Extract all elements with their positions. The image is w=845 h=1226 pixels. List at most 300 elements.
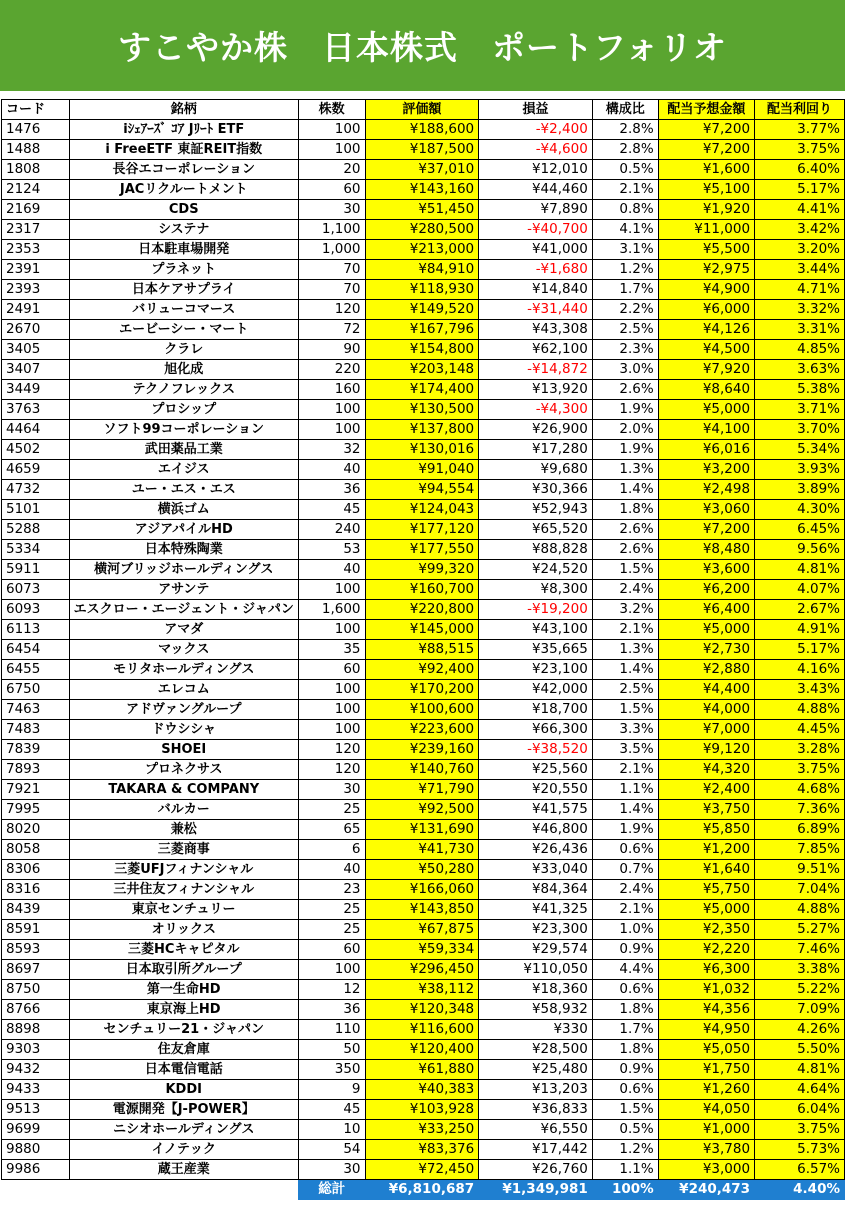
cell-ratio: 1.4% bbox=[592, 480, 658, 500]
cell-code: 7921 bbox=[2, 780, 70, 800]
cell-value: ¥203,148 bbox=[365, 360, 479, 380]
table-row bbox=[2, 560, 845, 580]
cell-shares: 25 bbox=[298, 800, 365, 820]
table-row bbox=[2, 880, 845, 900]
cell-yield: 3.93% bbox=[755, 460, 845, 480]
cell-code: 5334 bbox=[2, 540, 70, 560]
cell-ratio: 2.5% bbox=[592, 320, 658, 340]
cell-ratio: 1.5% bbox=[592, 560, 658, 580]
total-dividend: ¥240,473 bbox=[658, 1180, 754, 1200]
cell-yield: 6.57% bbox=[755, 1160, 845, 1180]
cell-ratio: 0.6% bbox=[592, 840, 658, 860]
cell-ratio: 1.4% bbox=[592, 660, 658, 680]
cell-dividend: ¥7,200 bbox=[658, 140, 754, 160]
table-row bbox=[2, 500, 845, 520]
cell-shares: 30 bbox=[298, 780, 365, 800]
cell-shares: 20 bbox=[298, 160, 365, 180]
cell-shares: 160 bbox=[298, 380, 365, 400]
cell-yield: 6.45% bbox=[755, 520, 845, 540]
header-value: 評価額 bbox=[365, 100, 479, 120]
cell-pnl: ¥12,010 bbox=[479, 160, 593, 180]
cell-shares: 32 bbox=[298, 440, 365, 460]
cell-code: 2491 bbox=[2, 300, 70, 320]
table-row bbox=[2, 1020, 845, 1040]
cell-code: 4659 bbox=[2, 460, 70, 480]
cell-dividend: ¥5,000 bbox=[658, 900, 754, 920]
cell-yield: 7.04% bbox=[755, 880, 845, 900]
cell-ratio: 2.2% bbox=[592, 300, 658, 320]
table-row bbox=[2, 440, 845, 460]
cell-pnl: ¥43,308 bbox=[479, 320, 593, 340]
table-body bbox=[2, 120, 845, 1180]
cell-code: 2317 bbox=[2, 220, 70, 240]
cell-yield: 9.56% bbox=[755, 540, 845, 560]
cell-shares: 1,600 bbox=[298, 600, 365, 620]
table-row bbox=[2, 300, 845, 320]
cell-dividend: ¥1,600 bbox=[658, 160, 754, 180]
cell-ratio: 2.1% bbox=[592, 760, 658, 780]
cell-value: ¥50,280 bbox=[365, 860, 479, 880]
cell-value: ¥61,880 bbox=[365, 1060, 479, 1080]
table-row bbox=[2, 260, 845, 280]
cell-dividend: ¥3,200 bbox=[658, 460, 754, 480]
cell-name: iｼｪｱｰｽﾞ ｺｱ Jﾘｰﾄ ETF bbox=[69, 120, 298, 140]
cell-yield: 5.17% bbox=[755, 640, 845, 660]
cell-shares: 6 bbox=[298, 840, 365, 860]
cell-dividend: ¥3,060 bbox=[658, 500, 754, 520]
cell-yield: 3.42% bbox=[755, 220, 845, 240]
cell-shares: 70 bbox=[298, 280, 365, 300]
cell-shares: 36 bbox=[298, 480, 365, 500]
cell-ratio: 0.9% bbox=[592, 940, 658, 960]
cell-shares: 60 bbox=[298, 940, 365, 960]
table-row bbox=[2, 780, 845, 800]
cell-dividend: ¥5,750 bbox=[658, 880, 754, 900]
cell-yield: 9.51% bbox=[755, 860, 845, 880]
cell-pnl: ¥41,575 bbox=[479, 800, 593, 820]
cell-code: 6073 bbox=[2, 580, 70, 600]
cell-pnl: -¥19,200 bbox=[479, 600, 593, 620]
cell-dividend: ¥1,260 bbox=[658, 1080, 754, 1100]
cell-value: ¥143,160 bbox=[365, 180, 479, 200]
table-row bbox=[2, 520, 845, 540]
cell-name: 日本ケアサプライ bbox=[69, 280, 298, 300]
table-row bbox=[2, 1120, 845, 1140]
title-banner bbox=[0, 0, 845, 91]
cell-code: 5911 bbox=[2, 560, 70, 580]
cell-name: エスクロー・エージェント・ジャパン bbox=[69, 600, 298, 620]
cell-yield: 5.73% bbox=[755, 1140, 845, 1160]
cell-yield: 4.26% bbox=[755, 1020, 845, 1040]
header-dividend: 配当予想金額 bbox=[658, 100, 754, 120]
cell-code: 7463 bbox=[2, 700, 70, 720]
table-row bbox=[2, 840, 845, 860]
cell-name: モリタホールディングス bbox=[69, 660, 298, 680]
table-row bbox=[2, 660, 845, 680]
cell-ratio: 1.1% bbox=[592, 1160, 658, 1180]
cell-pnl: ¥25,480 bbox=[479, 1060, 593, 1080]
cell-dividend: ¥7,200 bbox=[658, 520, 754, 540]
cell-yield: 4.91% bbox=[755, 620, 845, 640]
cell-value: ¥143,850 bbox=[365, 900, 479, 920]
cell-shares: 65 bbox=[298, 820, 365, 840]
cell-ratio: 1.5% bbox=[592, 1100, 658, 1120]
cell-pnl: ¥23,100 bbox=[479, 660, 593, 680]
cell-shares: 240 bbox=[298, 520, 365, 540]
cell-dividend: ¥1,200 bbox=[658, 840, 754, 860]
cell-yield: 3.75% bbox=[755, 1120, 845, 1140]
cell-ratio: 0.5% bbox=[592, 160, 658, 180]
cell-shares: 100 bbox=[298, 960, 365, 980]
cell-code: 2393 bbox=[2, 280, 70, 300]
header-name: 銘柄 bbox=[69, 100, 298, 120]
table-row bbox=[2, 140, 845, 160]
cell-yield: 3.75% bbox=[755, 140, 845, 160]
table-row bbox=[2, 320, 845, 340]
portfolio-table bbox=[1, 99, 845, 1200]
cell-pnl: ¥18,360 bbox=[479, 980, 593, 1000]
cell-yield: 5.50% bbox=[755, 1040, 845, 1060]
cell-shares: 50 bbox=[298, 1040, 365, 1060]
cell-code: 2353 bbox=[2, 240, 70, 260]
total-label: 総計 bbox=[298, 1180, 365, 1200]
cell-value: ¥140,760 bbox=[365, 760, 479, 780]
cell-value: ¥67,875 bbox=[365, 920, 479, 940]
cell-name: プロシップ bbox=[69, 400, 298, 420]
cell-dividend: ¥7,000 bbox=[658, 720, 754, 740]
cell-pnl: ¥66,300 bbox=[479, 720, 593, 740]
table-row bbox=[2, 420, 845, 440]
cell-name: 長谷エコーポレーション bbox=[69, 160, 298, 180]
cell-name: CDS bbox=[69, 200, 298, 220]
cell-name: 横浜ゴム bbox=[69, 500, 298, 520]
cell-dividend: ¥2,220 bbox=[658, 940, 754, 960]
cell-name: 三井住友フィナンシャル bbox=[69, 880, 298, 900]
cell-yield: 4.81% bbox=[755, 1060, 845, 1080]
cell-pnl: ¥23,300 bbox=[479, 920, 593, 940]
cell-dividend: ¥1,920 bbox=[658, 200, 754, 220]
cell-pnl: ¥62,100 bbox=[479, 340, 593, 360]
cell-ratio: 3.0% bbox=[592, 360, 658, 380]
cell-dividend: ¥5,100 bbox=[658, 180, 754, 200]
table-row bbox=[2, 860, 845, 880]
cell-ratio: 1.8% bbox=[592, 500, 658, 520]
table-row bbox=[2, 1000, 845, 1020]
cell-shares: 12 bbox=[298, 980, 365, 1000]
cell-ratio: 2.1% bbox=[592, 180, 658, 200]
cell-dividend: ¥6,300 bbox=[658, 960, 754, 980]
cell-value: ¥84,910 bbox=[365, 260, 479, 280]
cell-code: 3405 bbox=[2, 340, 70, 360]
cell-pnl: ¥6,550 bbox=[479, 1120, 593, 1140]
cell-shares: 60 bbox=[298, 180, 365, 200]
cell-yield: 4.41% bbox=[755, 200, 845, 220]
table-row bbox=[2, 640, 845, 660]
cell-value: ¥120,348 bbox=[365, 1000, 479, 1020]
cell-value: ¥239,160 bbox=[365, 740, 479, 760]
cell-value: ¥188,600 bbox=[365, 120, 479, 140]
cell-code: 2169 bbox=[2, 200, 70, 220]
cell-ratio: 1.1% bbox=[592, 780, 658, 800]
cell-name: 日本駐車場開発 bbox=[69, 240, 298, 260]
cell-yield: 3.75% bbox=[755, 760, 845, 780]
table-row bbox=[2, 720, 845, 740]
cell-pnl: ¥43,100 bbox=[479, 620, 593, 640]
cell-name: ドウシシャ bbox=[69, 720, 298, 740]
cell-value: ¥38,112 bbox=[365, 980, 479, 1000]
cell-yield: 6.40% bbox=[755, 160, 845, 180]
cell-code: 4464 bbox=[2, 420, 70, 440]
cell-value: ¥223,600 bbox=[365, 720, 479, 740]
cell-name: クラレ bbox=[69, 340, 298, 360]
cell-ratio: 1.3% bbox=[592, 640, 658, 660]
cell-pnl: ¥17,442 bbox=[479, 1140, 593, 1160]
table-row bbox=[2, 380, 845, 400]
cell-dividend: ¥6,000 bbox=[658, 300, 754, 320]
cell-yield: 4.88% bbox=[755, 700, 845, 720]
cell-name: システナ bbox=[69, 220, 298, 240]
cell-dividend: ¥11,000 bbox=[658, 220, 754, 240]
cell-pnl: ¥9,680 bbox=[479, 460, 593, 480]
cell-dividend: ¥2,730 bbox=[658, 640, 754, 660]
cell-pnl: ¥30,366 bbox=[479, 480, 593, 500]
cell-ratio: 3.3% bbox=[592, 720, 658, 740]
cell-code: 7839 bbox=[2, 740, 70, 760]
cell-code: 9433 bbox=[2, 1080, 70, 1100]
cell-shares: 90 bbox=[298, 340, 365, 360]
cell-value: ¥220,800 bbox=[365, 600, 479, 620]
cell-dividend: ¥2,880 bbox=[658, 660, 754, 680]
cell-shares: 1,100 bbox=[298, 220, 365, 240]
cell-ratio: 1.8% bbox=[592, 1040, 658, 1060]
table-row bbox=[2, 580, 845, 600]
cell-dividend: ¥4,400 bbox=[658, 680, 754, 700]
cell-shares: 100 bbox=[298, 420, 365, 440]
cell-ratio: 2.1% bbox=[592, 900, 658, 920]
cell-dividend: ¥6,200 bbox=[658, 580, 754, 600]
total-row bbox=[2, 1180, 845, 1200]
cell-code: 9699 bbox=[2, 1120, 70, 1140]
cell-dividend: ¥3,780 bbox=[658, 1140, 754, 1160]
cell-name: SHOEI bbox=[69, 740, 298, 760]
cell-pnl: ¥29,574 bbox=[479, 940, 593, 960]
cell-ratio: 2.6% bbox=[592, 540, 658, 560]
cell-ratio: 1.2% bbox=[592, 1140, 658, 1160]
cell-pnl: -¥4,600 bbox=[479, 140, 593, 160]
cell-value: ¥124,043 bbox=[365, 500, 479, 520]
cell-name: 日本電信電話 bbox=[69, 1060, 298, 1080]
cell-pnl: ¥24,520 bbox=[479, 560, 593, 580]
cell-yield: 7.36% bbox=[755, 800, 845, 820]
cell-value: ¥103,928 bbox=[365, 1100, 479, 1120]
cell-shares: 100 bbox=[298, 720, 365, 740]
cell-ratio: 3.1% bbox=[592, 240, 658, 260]
table-row bbox=[2, 980, 845, 1000]
table-row bbox=[2, 480, 845, 500]
cell-dividend: ¥9,120 bbox=[658, 740, 754, 760]
cell-value: ¥71,790 bbox=[365, 780, 479, 800]
cell-ratio: 2.4% bbox=[592, 880, 658, 900]
cell-value: ¥94,554 bbox=[365, 480, 479, 500]
cell-shares: 100 bbox=[298, 580, 365, 600]
cell-code: 5288 bbox=[2, 520, 70, 540]
table-row bbox=[2, 160, 845, 180]
cell-code: 1808 bbox=[2, 160, 70, 180]
cell-ratio: 0.9% bbox=[592, 1060, 658, 1080]
cell-pnl: ¥13,920 bbox=[479, 380, 593, 400]
cell-pnl: ¥17,280 bbox=[479, 440, 593, 460]
cell-ratio: 2.6% bbox=[592, 380, 658, 400]
cell-name: 東京センチュリー bbox=[69, 900, 298, 920]
cell-shares: 40 bbox=[298, 560, 365, 580]
cell-name: プロネクサス bbox=[69, 760, 298, 780]
cell-yield: 7.46% bbox=[755, 940, 845, 960]
cell-dividend: ¥3,750 bbox=[658, 800, 754, 820]
cell-value: ¥72,450 bbox=[365, 1160, 479, 1180]
cell-shares: 25 bbox=[298, 920, 365, 940]
cell-shares: 10 bbox=[298, 1120, 365, 1140]
cell-dividend: ¥4,950 bbox=[658, 1020, 754, 1040]
cell-code: 9986 bbox=[2, 1160, 70, 1180]
cell-ratio: 1.3% bbox=[592, 460, 658, 480]
cell-yield: 4.68% bbox=[755, 780, 845, 800]
cell-shares: 53 bbox=[298, 540, 365, 560]
cell-code: 2391 bbox=[2, 260, 70, 280]
cell-yield: 4.85% bbox=[755, 340, 845, 360]
cell-name: アドヴァングループ bbox=[69, 700, 298, 720]
cell-ratio: 1.9% bbox=[592, 440, 658, 460]
cell-pnl: ¥110,050 bbox=[479, 960, 593, 980]
cell-ratio: 2.8% bbox=[592, 140, 658, 160]
cell-value: ¥88,515 bbox=[365, 640, 479, 660]
cell-shares: 30 bbox=[298, 200, 365, 220]
cell-shares: 100 bbox=[298, 700, 365, 720]
cell-dividend: ¥1,032 bbox=[658, 980, 754, 1000]
table-row bbox=[2, 400, 845, 420]
cell-ratio: 0.7% bbox=[592, 860, 658, 880]
cell-shares: 220 bbox=[298, 360, 365, 380]
cell-code: 1488 bbox=[2, 140, 70, 160]
cell-pnl: ¥46,800 bbox=[479, 820, 593, 840]
total-pnl: ¥1,349,981 bbox=[479, 1180, 593, 1200]
cell-value: ¥131,690 bbox=[365, 820, 479, 840]
cell-value: ¥92,500 bbox=[365, 800, 479, 820]
cell-pnl: -¥1,680 bbox=[479, 260, 593, 280]
table-row bbox=[2, 120, 845, 140]
cell-value: ¥177,550 bbox=[365, 540, 479, 560]
total-value: ¥6,810,687 bbox=[365, 1180, 479, 1200]
cell-code: 2670 bbox=[2, 320, 70, 340]
cell-code: 9513 bbox=[2, 1100, 70, 1120]
cell-value: ¥167,796 bbox=[365, 320, 479, 340]
cell-dividend: ¥1,000 bbox=[658, 1120, 754, 1140]
cell-name: TAKARA & COMPANY bbox=[69, 780, 298, 800]
cell-name: 横河ブリッジホールディングス bbox=[69, 560, 298, 580]
cell-dividend: ¥3,000 bbox=[658, 1160, 754, 1180]
cell-pnl: ¥7,890 bbox=[479, 200, 593, 220]
cell-yield: 3.77% bbox=[755, 120, 845, 140]
table-row bbox=[2, 680, 845, 700]
cell-name: センチュリー21・ジャパン bbox=[69, 1020, 298, 1040]
cell-code: 3407 bbox=[2, 360, 70, 380]
cell-code: 8058 bbox=[2, 840, 70, 860]
cell-pnl: ¥36,833 bbox=[479, 1100, 593, 1120]
total-ratio: 100% bbox=[592, 1180, 658, 1200]
cell-ratio: 1.2% bbox=[592, 260, 658, 280]
table-row bbox=[2, 740, 845, 760]
cell-name: ユー・エス・エス bbox=[69, 480, 298, 500]
cell-yield: 5.27% bbox=[755, 920, 845, 940]
cell-yield: 4.71% bbox=[755, 280, 845, 300]
table-row bbox=[2, 200, 845, 220]
cell-dividend: ¥1,750 bbox=[658, 1060, 754, 1080]
cell-pnl: ¥41,000 bbox=[479, 240, 593, 260]
cell-shares: 100 bbox=[298, 120, 365, 140]
table-row bbox=[2, 180, 845, 200]
cell-name: アジアパイルHD bbox=[69, 520, 298, 540]
cell-dividend: ¥2,350 bbox=[658, 920, 754, 940]
table-row bbox=[2, 820, 845, 840]
cell-pnl: ¥26,900 bbox=[479, 420, 593, 440]
cell-value: ¥187,500 bbox=[365, 140, 479, 160]
cell-value: ¥100,600 bbox=[365, 700, 479, 720]
cell-code: 4502 bbox=[2, 440, 70, 460]
cell-value: ¥130,500 bbox=[365, 400, 479, 420]
total-blank bbox=[69, 1180, 298, 1200]
header-yield: 配当利回り bbox=[755, 100, 845, 120]
cell-pnl: ¥88,828 bbox=[479, 540, 593, 560]
cell-dividend: ¥4,320 bbox=[658, 760, 754, 780]
cell-value: ¥137,800 bbox=[365, 420, 479, 440]
cell-shares: 72 bbox=[298, 320, 365, 340]
cell-name: 三菱UFJフィナンシャル bbox=[69, 860, 298, 880]
cell-dividend: ¥7,920 bbox=[658, 360, 754, 380]
table-row bbox=[2, 700, 845, 720]
cell-name: 東京海上HD bbox=[69, 1000, 298, 1020]
cell-yield: 5.38% bbox=[755, 380, 845, 400]
cell-shares: 40 bbox=[298, 460, 365, 480]
cell-dividend: ¥4,356 bbox=[658, 1000, 754, 1020]
cell-shares: 1,000 bbox=[298, 240, 365, 260]
cell-code: 8439 bbox=[2, 900, 70, 920]
cell-pnl: ¥33,040 bbox=[479, 860, 593, 880]
cell-shares: 110 bbox=[298, 1020, 365, 1040]
table-row bbox=[2, 1060, 845, 1080]
cell-name: バリューコマース bbox=[69, 300, 298, 320]
cell-code: 8591 bbox=[2, 920, 70, 940]
cell-dividend: ¥5,500 bbox=[658, 240, 754, 260]
cell-dividend: ¥2,400 bbox=[658, 780, 754, 800]
cell-value: ¥33,250 bbox=[365, 1120, 479, 1140]
cell-yield: 3.71% bbox=[755, 400, 845, 420]
cell-pnl: ¥28,500 bbox=[479, 1040, 593, 1060]
cell-pnl: ¥20,550 bbox=[479, 780, 593, 800]
cell-code: 7893 bbox=[2, 760, 70, 780]
cell-code: 9880 bbox=[2, 1140, 70, 1160]
cell-code: 9303 bbox=[2, 1040, 70, 1060]
cell-dividend: ¥4,500 bbox=[658, 340, 754, 360]
table-row bbox=[2, 1040, 845, 1060]
cell-value: ¥41,730 bbox=[365, 840, 479, 860]
header-pnl: 損益 bbox=[479, 100, 593, 120]
table-row bbox=[2, 760, 845, 780]
cell-ratio: 2.6% bbox=[592, 520, 658, 540]
cell-shares: 100 bbox=[298, 620, 365, 640]
table-row bbox=[2, 600, 845, 620]
cell-dividend: ¥4,100 bbox=[658, 420, 754, 440]
cell-ratio: 1.0% bbox=[592, 920, 658, 940]
cell-value: ¥170,200 bbox=[365, 680, 479, 700]
